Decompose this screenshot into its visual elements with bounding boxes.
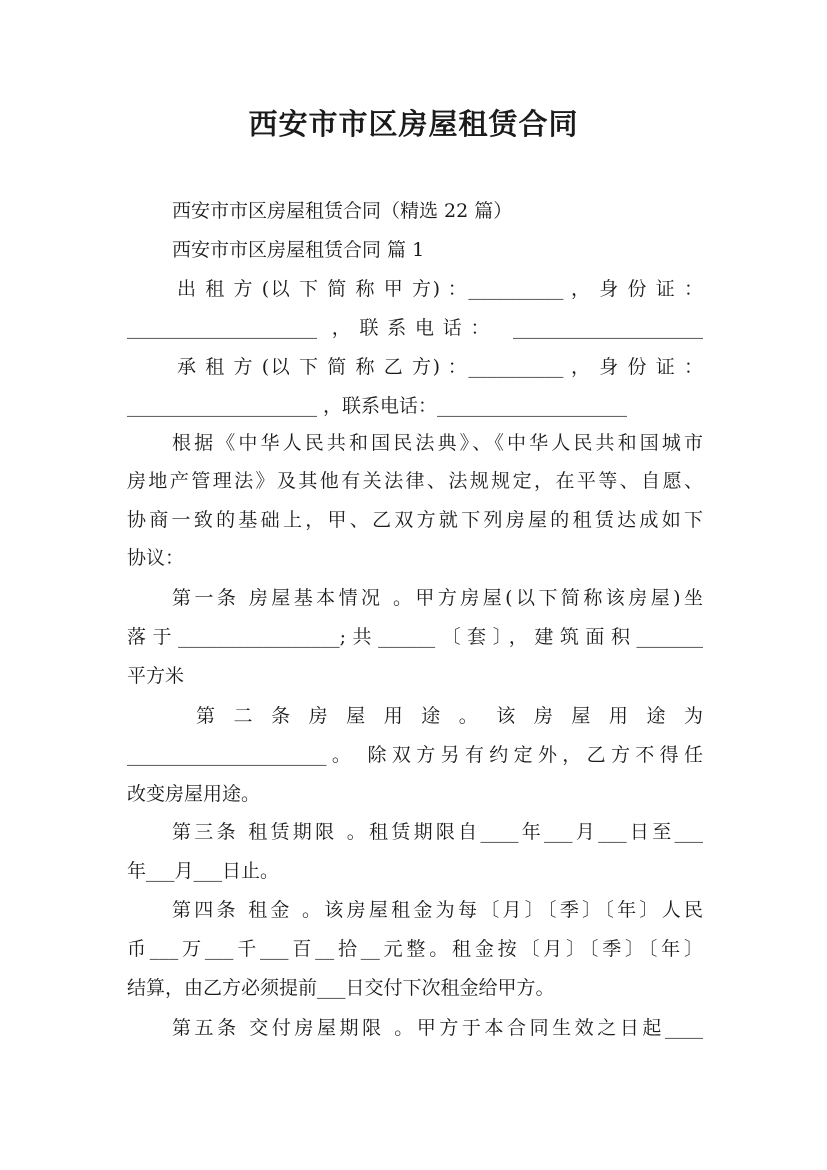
lessor-phone-line: ____________________ ，联系电话： ____________________	[127, 317, 703, 339]
lessor-line: 出 租 方 (以 下 简 称 甲 方) ：__________ ， 身 份 证 ：	[177, 278, 703, 300]
paragraph-line: 房地产管理法》及其他有关法律、法规规定，在平等、自愿、	[127, 470, 703, 492]
section-heading: 西安市市区房屋租赁合同 篇 1	[172, 239, 425, 261]
article-3-line: 第三条 租赁期限 。租赁期限自____年___月___日至___	[172, 821, 703, 843]
article-2-line: _____________________。 除双方另有约定外，乙方不得任	[127, 744, 703, 766]
article-2-line: 改变房屋用途。	[127, 783, 261, 805]
article-5-line: 第五条 交付房屋期限 。甲方于本合同生效之日起____	[172, 1017, 703, 1039]
paragraph-line: 根据《中华人民共和国民法典》、《中华人民共和国城市	[172, 432, 703, 454]
article-1-line: 平方米	[127, 665, 185, 687]
article-4-line: 币___万___千___百__拾__元整。租金按〔月〕〔季〕〔年〕	[127, 938, 703, 960]
paragraph-line: 协议：	[127, 547, 185, 569]
article-1-line: 第一条 房屋基本情况 。甲方房屋(以下简称该房屋)坐	[172, 587, 703, 609]
article-2-line: 第 二 条 房 屋 用 途 。 该 房 屋 用 途 为	[196, 705, 703, 727]
article-4-line: 结算，由乙方必须提前___日交付下次租金给甲方。	[127, 977, 555, 999]
article-4-line: 第四条 租金 。该房屋租金为每〔月〕〔季〕〔年〕人民	[172, 899, 703, 921]
paragraph-line: 协商一致的基础上，甲、乙双方就下列房屋的租赁达成如下	[127, 509, 703, 531]
article-3-line: 年___月___日止。	[127, 860, 280, 882]
article-1-line: 落于_________________;共______〔套〕，建筑面积_______	[127, 626, 703, 648]
lessee-phone-line: ____________________ ，联系电话：____________________	[127, 395, 628, 417]
lessee-line: 承 租 方 (以 下 简 称 乙 方) ：__________ ， 身 份 证 ：	[177, 356, 703, 378]
subtitle-line: 西安市市区房屋租赁合同（精选 22 篇）	[172, 200, 513, 222]
document-title: 西安市市区房屋租赁合同	[248, 107, 579, 141]
